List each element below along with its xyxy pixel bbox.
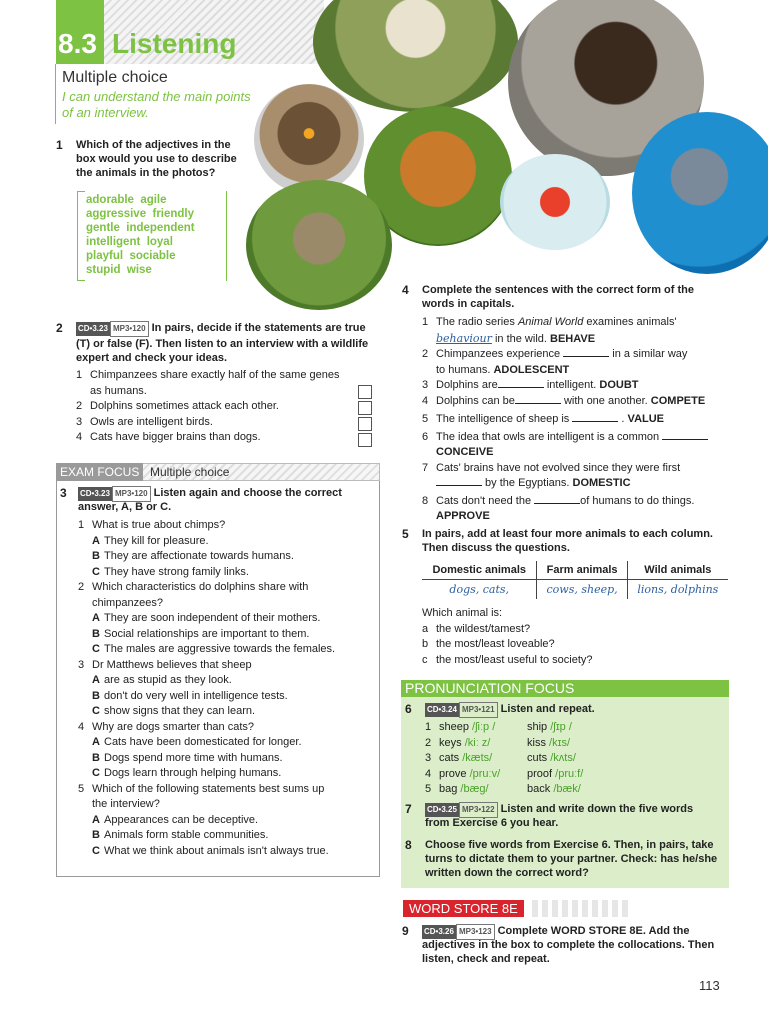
list-item: APPROVE [436, 510, 490, 522]
question-stem: 2 Which characteristics do dolphins share with [78, 581, 309, 593]
answer-option[interactable]: C Dogs learn through helping humans. [92, 767, 282, 779]
table-cell[interactable]: lions, dolphins [627, 580, 728, 600]
answer-option[interactable]: A They kill for pleasure. [92, 534, 209, 547]
exercise-3-instructions-b: answer, A, B or C. [78, 501, 172, 513]
question-intro: Which animal is: [422, 607, 503, 619]
adjective-line: gentle independent [86, 222, 195, 234]
list-item: 5 The intelligence of sheep is . VALUE [422, 413, 665, 425]
cd-track-badge: CD•3.25 [425, 803, 459, 817]
question-stem: 5 Which of the following statements best sums up [78, 782, 325, 795]
divider [55, 64, 56, 124]
minimal-pairs [425, 720, 725, 798]
exercise-9-instructions-a: Complete WORD STORE 8E. Add the [497, 925, 690, 937]
adjective-line: stupid wise [86, 264, 152, 276]
list-item: 2 keys /kiː z/ kiss /kɪs/ [425, 736, 571, 749]
tf-checkbox[interactable] [358, 433, 372, 447]
question-stem-cont: the interview? [92, 798, 160, 810]
unit-number: 8.3 [58, 28, 97, 59]
answer-option[interactable]: B Animals form stable communities. [92, 829, 269, 841]
sheep-photo [313, 0, 518, 112]
list-item: a the wildest/tamest? [422, 622, 531, 635]
mp3-track-badge: MP3•120 [112, 486, 151, 502]
list-item: 6 The idea that owls are intelligent is a common [422, 430, 732, 446]
dolphin-photo [632, 112, 768, 274]
list-item: 3 Owls are intelligent birds. [76, 415, 213, 428]
list-item: 5 bag /bæg/ back /bæk/ [425, 783, 581, 795]
list-item: 4 Dolphins can be with one another. COMPETE [422, 394, 706, 407]
list-item: c the most/least useful to society? [422, 653, 593, 666]
column-header: Wild animals [627, 561, 728, 580]
answer-option[interactable]: C They have strong family links. [92, 565, 249, 578]
handwritten-answer[interactable]: behaviour [436, 331, 492, 345]
exercise-9-number: 9 [402, 924, 409, 938]
answer-option[interactable]: A Appearances can be deceptive. [92, 813, 259, 826]
exercise-1-prompt: Which of the adjectives in the box would you use to describe the animals in the photos? [76, 139, 237, 179]
discussion-questions [422, 606, 728, 668]
section-subtitle: Multiple choice [62, 69, 168, 86]
list-item: 2 Chimpanzees experience in a similar way [422, 348, 688, 360]
answer-option[interactable]: A They are soon independent of their mothers. [92, 612, 321, 624]
exercise-8-prompt: Choose five words from Exercise 6. Then, in pairs, take turns to dictate them to your partner. Check: has he/she written down the correct word? [425, 839, 718, 879]
exercise-4-prompt: Complete the sentences with the correct form of the words in capitals. [422, 284, 694, 310]
answer-option[interactable]: C show signs that they can learn. [92, 705, 256, 717]
answer-option[interactable]: B don't do very well in intelligence tests. [92, 689, 288, 702]
answer-blank[interactable] [436, 476, 482, 486]
table-cell[interactable]: cows, sheep, [537, 580, 627, 600]
exercise-2-number: 2 [56, 321, 63, 335]
exercise-6-number: 6 [405, 702, 412, 716]
pronunciation-title: PRONUNCIATION FOCUS [401, 680, 729, 697]
list-item: 7 Cats' brains have not evolved since they were first [422, 461, 681, 474]
exercise-6-prompt [425, 702, 725, 718]
exam-focus-label: EXAM FOCUS [56, 463, 143, 481]
sentence-list [422, 315, 732, 525]
exercise-5-number: 5 [402, 527, 409, 541]
exercise-7-instructions-b: from Exercise 6 you hear. [425, 817, 559, 829]
answer-option[interactable]: B Dogs spend more time with humans. [92, 751, 283, 764]
cat-photo [246, 180, 392, 310]
answer-option[interactable]: B They are affectionate towards humans. [92, 550, 294, 562]
tf-checkbox[interactable] [358, 417, 372, 431]
list-item: 4 prove /pruːv/ proof /pruːf/ [425, 767, 584, 780]
table-cell[interactable]: dogs, cats, [449, 583, 510, 596]
question-list [78, 518, 374, 859]
answer-option[interactable]: C What we think about animals isn't always true. [92, 844, 329, 857]
exercise-3-instructions-a: Listen again and choose the correct [153, 487, 342, 499]
exercise-2-instructions: In pairs, decide if the statements are true (T) or false (F). Then listen to an interview with a wildlife expert and check your ideas. [76, 322, 369, 364]
answer-blank[interactable] [534, 494, 580, 504]
exercise-7-number: 7 [405, 802, 412, 816]
tf-checkbox[interactable] [358, 385, 372, 399]
mp3-track-badge: MP3•120 [110, 321, 149, 337]
owl-photo [254, 84, 364, 194]
cd-track-badge: CD•3.26 [422, 925, 456, 939]
exam-focus-title: Multiple choice [150, 465, 230, 479]
exercise-1-number: 1 [56, 138, 63, 152]
answer-blank[interactable] [662, 430, 708, 440]
word-store-chevrons [532, 900, 632, 917]
answer-blank[interactable] [498, 378, 544, 388]
exercise-4-number: 4 [402, 283, 409, 297]
page-title: Listening [112, 28, 237, 59]
list-item: 4 Cats have bigger brains than dogs. [76, 431, 261, 443]
exercise-9-instructions-b: adjectives in the box to complete the collocations. Then listen, check and repeat. [422, 939, 715, 965]
answer-blank[interactable] [515, 394, 561, 404]
question-stem: 3 Dr Matthews believes that sheep [78, 658, 252, 671]
question-stem: 4 Why are dogs smarter than cats? [78, 720, 255, 733]
adjective-line: aggressive friendly [86, 208, 195, 220]
list-item: 2 Dolphins sometimes attack each other. [76, 400, 279, 412]
list-item: as humans. [90, 384, 147, 397]
column-header: Farm animals [537, 561, 627, 580]
list-item: 3 Dolphins are intelligent. DOUBT [422, 379, 639, 391]
list-item: behaviour in the wild. BEHAVE [436, 331, 596, 345]
exercise-5-prompt: In pairs, add at least four more animals to each column. Then discuss the questions. [422, 528, 713, 554]
cd-track-badge: CD•3.23 [76, 322, 110, 336]
exercise-3-number: 3 [60, 486, 67, 500]
list-item: 1 Chimpanzees share exactly half of the same genes [76, 369, 340, 381]
list-item: CONCEIVE [436, 446, 494, 458]
list-item: 1 The radio series Animal World examines animals' [422, 316, 677, 328]
adjective-line: intelligent loyal [86, 236, 173, 248]
cd-track-badge: CD•3.23 [78, 487, 112, 501]
page-number: 113 [699, 978, 720, 993]
answer-option[interactable]: A Cats have been domesticated for longer. [92, 736, 302, 748]
column-header: Domestic animals [422, 561, 537, 580]
mp3-track-badge: MP3•122 [459, 802, 498, 818]
adjective-box [77, 191, 227, 281]
exercise-7-instructions-a: Listen and write down the five words [500, 803, 694, 815]
goldfish-photo [500, 154, 610, 250]
answer-option[interactable]: C The males are aggressive towards the females. [92, 643, 336, 655]
answer-option[interactable]: A are as stupid as they look. [92, 674, 232, 686]
list-item: 3 cats /kæts/ cuts /kʌts/ [425, 752, 576, 764]
question-stem: 1 What is true about chimps? [78, 519, 226, 531]
list-item: 1 sheep /ʃiːp / ship /ʃɪp / [425, 721, 572, 733]
tf-checkbox[interactable] [358, 401, 372, 415]
statement-list [76, 368, 366, 446]
word-store-label: WORD STORE 8E [403, 900, 524, 917]
list-item: by the Egyptians. DOMESTIC [422, 476, 732, 492]
mp3-track-badge: MP3•123 [456, 924, 495, 940]
animal-table [422, 561, 728, 599]
mp3-track-badge: MP3•121 [459, 702, 498, 718]
exercise-8-number: 8 [405, 838, 412, 852]
exercise-6-instructions: Listen and repeat. [500, 703, 595, 715]
list-item: b the most/least loveable? [422, 638, 555, 650]
can-do-statement: I can understand the main points of an interview. [62, 89, 251, 120]
list-item: to humans. ADOLESCENT [436, 363, 570, 376]
exercise-2-prompt [76, 321, 374, 365]
list-item: 8 Cats don't need the of humans to do things. [422, 494, 695, 507]
answer-option[interactable]: B Social relationships are important to them. [92, 627, 310, 640]
answer-blank[interactable] [563, 347, 609, 357]
question-stem-cont: chimpanzees? [92, 596, 163, 609]
adjective-line: playful sociable [86, 250, 176, 262]
answer-blank[interactable] [572, 412, 618, 422]
cd-track-badge: CD•3.24 [425, 703, 459, 717]
adjective-line: adorable agile [86, 194, 167, 206]
